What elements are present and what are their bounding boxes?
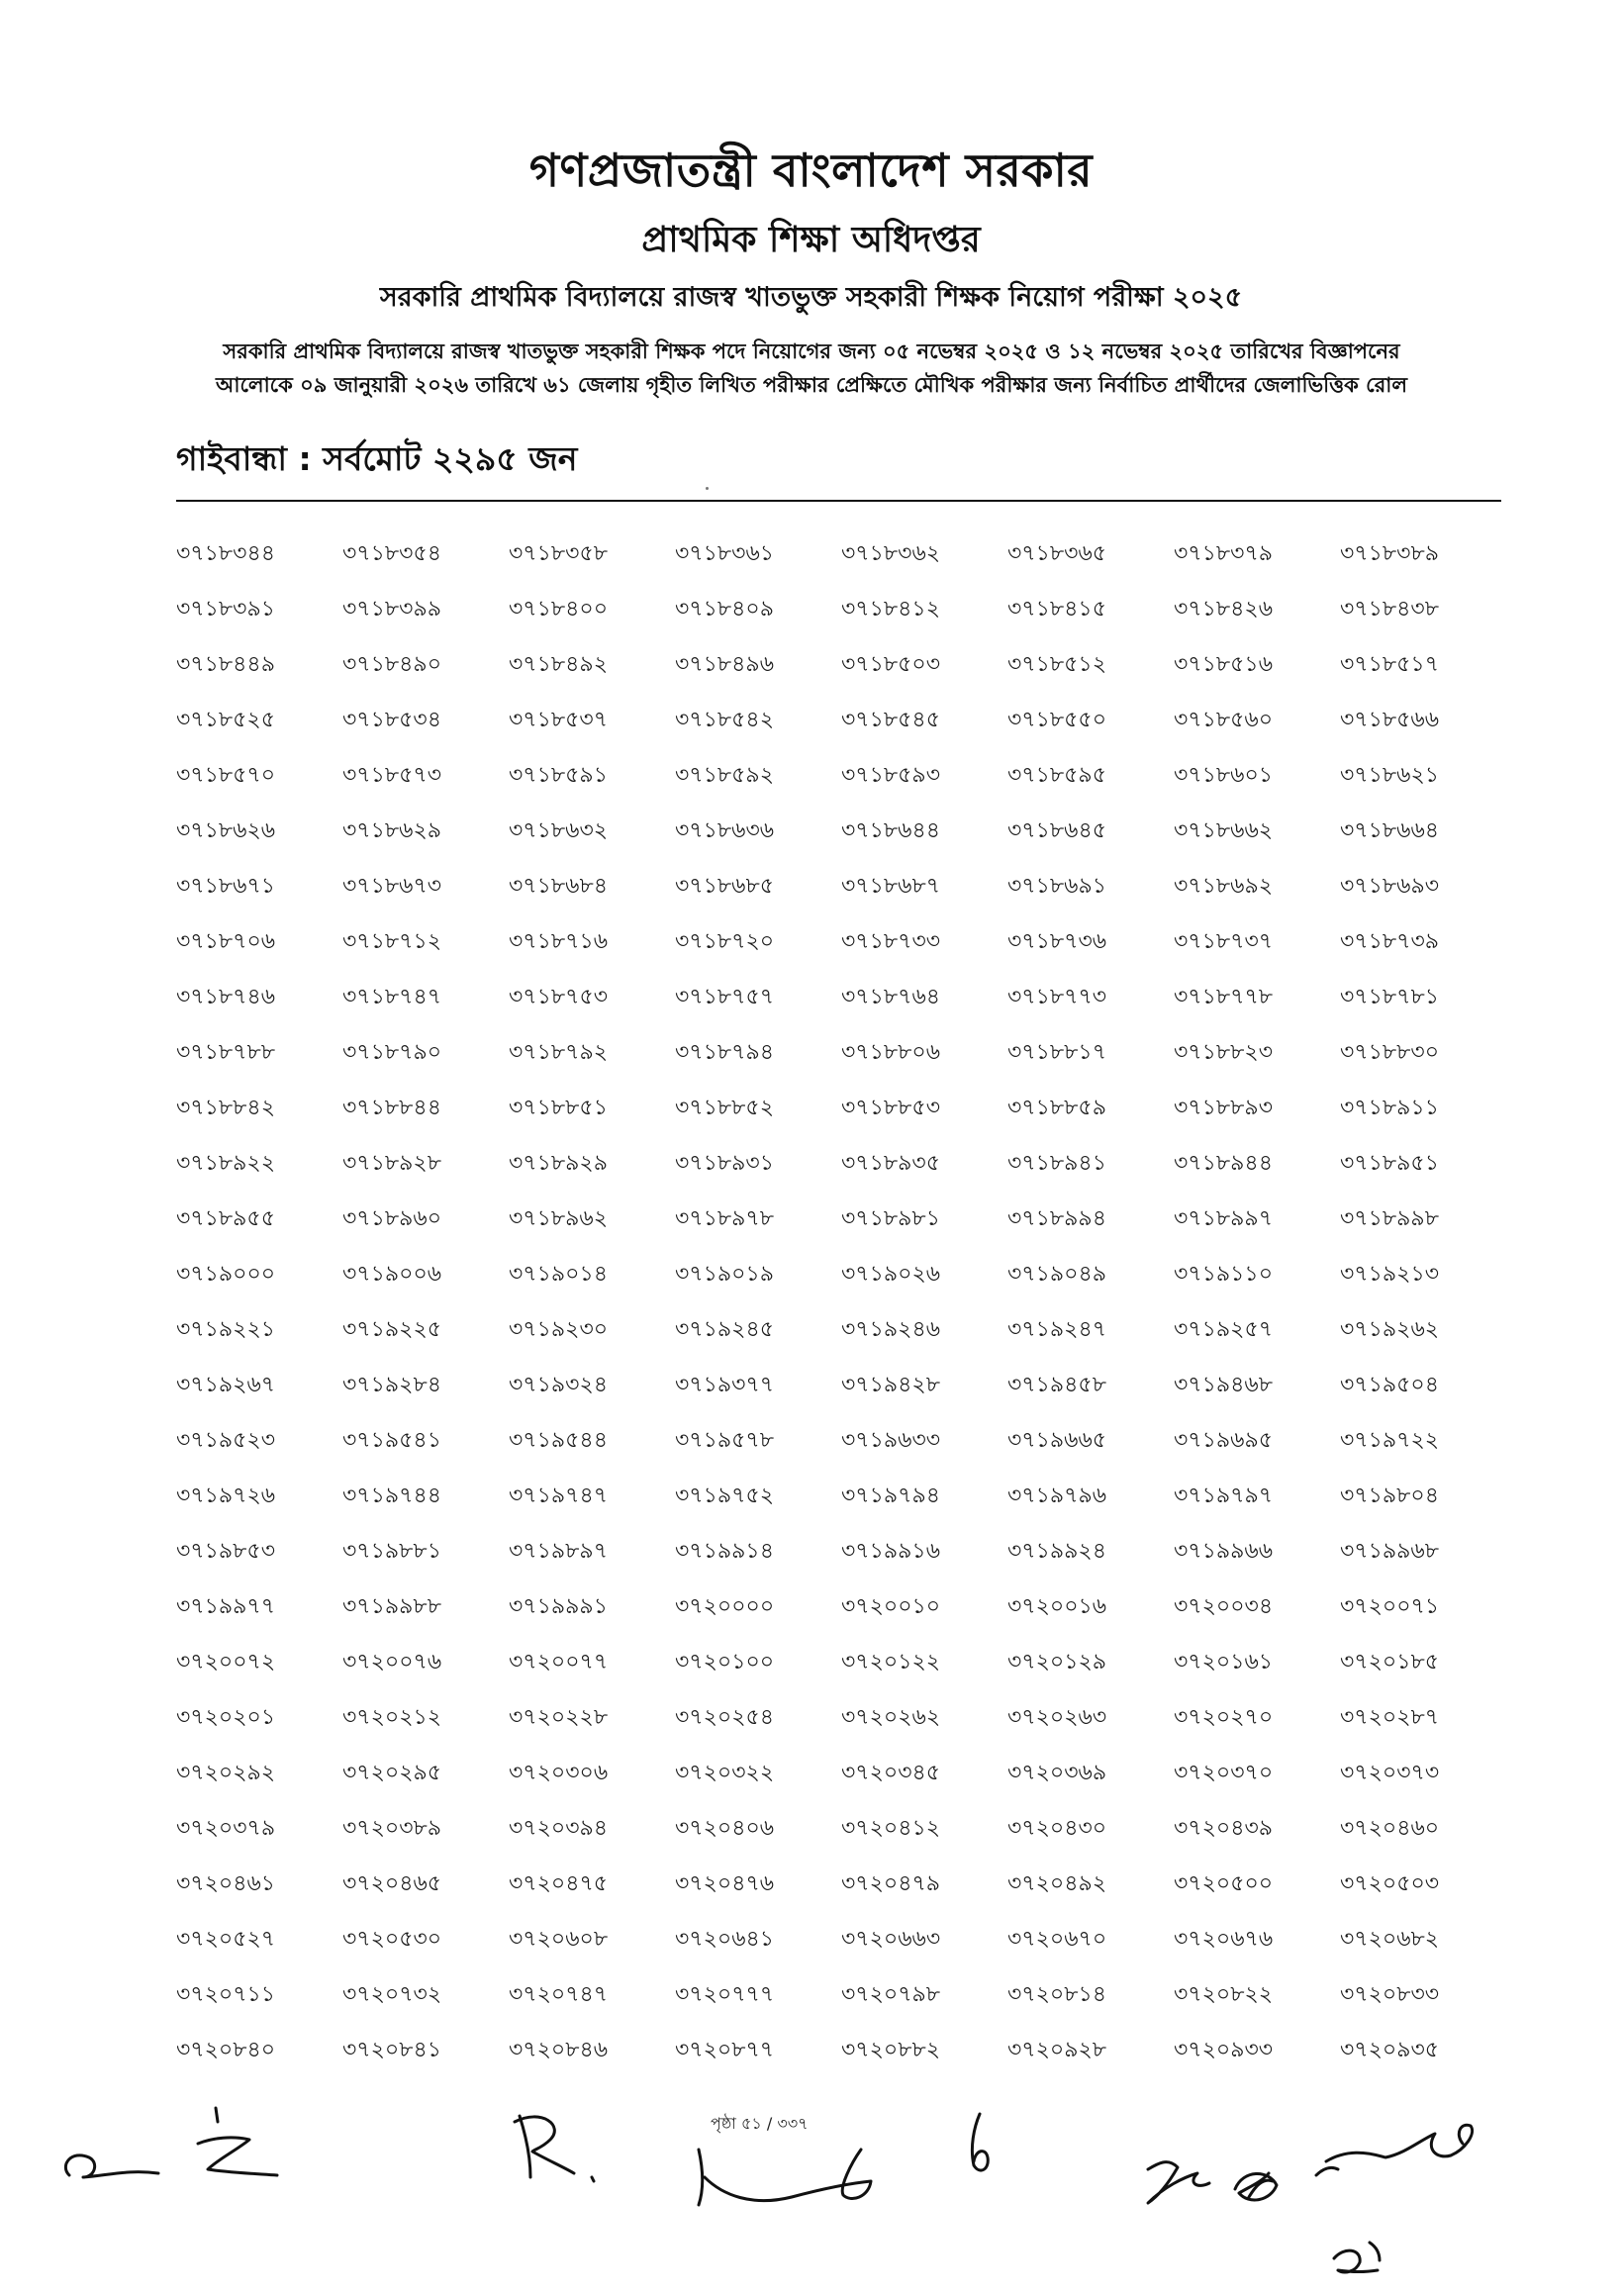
roll-number: ৩৭১৮৯৩১: [675, 1151, 775, 1176]
roll-number: ৩৭১৮৩৫৮: [509, 541, 609, 566]
roll-number: ৩৭২০৮২২: [1174, 1982, 1274, 2007]
roll-number: ৩৭২০১৮৫: [1340, 1650, 1440, 1674]
roll-number: ৩৭১৮৯৯৮: [1340, 1206, 1439, 1231]
roll-number: ৩৭১৮৬৯২: [1174, 874, 1274, 899]
roll-number: ৩৭১৮৫৬৬: [1340, 708, 1440, 732]
roll-number: ৩৭১৮৫১৭: [1340, 652, 1440, 677]
roll-number: ৩৭১৯৯৭৭: [176, 1594, 276, 1619]
roll-number: ৩৭২০৪৬১: [176, 1871, 276, 1896]
roll-number: ৩৭১৯০১৪: [509, 1262, 609, 1287]
roll-number: ৩৭১৮৮৩০: [1340, 1040, 1440, 1065]
roll-number: ৩৭১৮৪৯৬: [675, 652, 775, 677]
roll-number: ৩৭২০০০০: [675, 1594, 775, 1619]
roll-number: ৩৭১৮৬০১: [1174, 763, 1274, 788]
roll-number: ৩৭১৮৬২৯: [342, 818, 442, 843]
roll-number: ৩৭১৮৬৯৩: [1340, 874, 1440, 899]
signature-5: [972, 2114, 988, 2170]
roll-number: ৩৭১৮৯৯৭: [1174, 1206, 1274, 1231]
roll-number: ৩৭২০০৭৭: [509, 1650, 609, 1674]
roll-number: ৩৭১৯০০০: [176, 1262, 276, 1287]
roll-number: ৩৭২০৬০৮: [509, 1927, 609, 1952]
roll-number: ৩৭২০০১৬: [1007, 1594, 1107, 1619]
roll-number: ৩৭১৯৯১৬: [841, 1539, 941, 1564]
roll-number: ৩৭২০২৫৪: [675, 1705, 775, 1730]
roll-number: ৩৭১৯৩৭৭: [675, 1373, 775, 1397]
roll-number: ৩৭২০৩৯৪: [509, 1816, 609, 1841]
exam-title: সরকারি প্রাথমিক বিদ্যালয়ে রাজস্ব খাতভুক্ত সহকারী শিক্ষক নিয়োগ পরীক্ষা ২০২৫: [379, 282, 1243, 313]
roll-number: ৩৭১৮৯৪৪: [1174, 1151, 1273, 1176]
roll-number: ৩৭১৯৮৮১: [342, 1539, 441, 1564]
roll-number: ৩৭১৮৭৪৬: [176, 985, 276, 1009]
roll-number: ৩৭১৮৫৪২: [675, 708, 775, 732]
signature-6: [1148, 2162, 1209, 2203]
roll-number: ৩৭১৮৪৪৯: [176, 652, 275, 677]
roll-number: ৩৭১৯২৫৭: [1174, 1317, 1274, 1342]
roll-number: ৩৭১৮৭৭৮: [1174, 985, 1274, 1009]
roll-number: ৩৭২০৩৭০: [1174, 1761, 1274, 1785]
roll-number: ৩৭২০২৯২: [176, 1761, 276, 1785]
roll-number: ৩৭১৮৬২৬: [176, 818, 276, 843]
signature-mark-2: [1334, 2243, 1380, 2272]
roll-number: ৩৭১৯৭৯৬: [1007, 1483, 1107, 1508]
roll-number: ৩৭১৯৭৪৭: [509, 1483, 609, 1508]
roll-number: ৩৭২০৪৬৫: [342, 1871, 442, 1896]
roll-number: ৩৭১৮৬৩৬: [675, 818, 775, 843]
signature-3: [515, 2116, 594, 2181]
roll-number: ৩৭১৯২৬২: [1340, 1317, 1440, 1342]
roll-number: ৩৭১৮৭৩৯: [1340, 929, 1440, 954]
roll-number: ৩৭২০৫০৩: [1340, 1871, 1440, 1896]
roll-number: ৩৭১৮৫৭৩: [342, 763, 442, 788]
roll-number: ৩৭১৮৮০৬: [841, 1040, 941, 1065]
roll-number: ৩৭১৮৮৫৯: [1007, 1096, 1106, 1120]
roll-number: ৩৭১৮৩৪৪: [176, 541, 276, 566]
roll-number: ৩৭১৮৪৩৮: [1340, 597, 1440, 622]
roll-number: ৩৭১৮৩৯১: [176, 597, 276, 622]
roll-number: ৩৭১৮৭৯০: [342, 1040, 442, 1065]
notice-line-1: সরকারি প্রাথমিক বিদ্যালয়ে রাজস্ব খাতভুক্ত সহকারী শিক্ষক পদে নিয়োগের জন্য ০৫ নভেম্বর ২০২৫ ও ১২ নভেম্বর ২০২৫ তারিখের বিজ্ঞাপনের: [223, 339, 1400, 363]
roll-number: ৩৭১৮৭৩৭: [1174, 929, 1274, 954]
roll-number: ৩৭১৮৯৫৫: [176, 1206, 275, 1231]
roll-number: ৩৭১৮৫৯১: [509, 763, 608, 788]
roll-number: ৩৭২০৭১১: [176, 1982, 276, 2007]
roll-number: ৩৭১৯৮০৪: [1340, 1483, 1440, 1508]
signature-8: [1316, 2125, 1473, 2175]
roll-number: ৩৭২০২৬২: [841, 1705, 941, 1730]
roll-number: ৩৭১৮৪৯২: [509, 652, 609, 677]
roll-number: ৩৭২০৯৩৫: [1340, 2038, 1440, 2062]
roll-number-grid: [176, 526, 1522, 2078]
roll-number: ৩৭২০০৭২: [176, 1650, 276, 1674]
roll-number: ৩৭১৮৯৯৪: [1007, 1206, 1106, 1231]
roll-number: ৩৭১৯০০৬: [342, 1262, 442, 1287]
roll-number: ৩৭২০৩৪৫: [841, 1761, 941, 1785]
roll-number: ৩৭২০৪৬০: [1340, 1816, 1440, 1841]
roll-number: ৩৭২০৩৭৩: [1340, 1761, 1440, 1785]
roll-number: ৩৭১৮৭৫৭: [675, 985, 775, 1009]
roll-number: ৩৭১৮৯২৮: [342, 1151, 442, 1176]
roll-number: ৩৭২০১০০: [675, 1650, 775, 1674]
roll-number: ৩৭২০৩০৬: [509, 1761, 609, 1785]
roll-number: ৩৭১৮৭৪৭: [342, 985, 442, 1009]
roll-number: ৩৭২০৮১৪: [1007, 1982, 1107, 2007]
roll-number: ৩৭২০৮৪১: [342, 2038, 442, 2062]
roll-number: ৩৭১৮৪২৬: [1174, 597, 1274, 622]
roll-number: ৩৭২০৪৩৯: [1174, 1816, 1274, 1841]
roll-number: ৩৭১৯১১০: [1174, 1262, 1274, 1287]
roll-number: ৩৭২০৪৭৬: [675, 1871, 775, 1896]
roll-number: ৩৭১৮৬৬২: [1174, 818, 1274, 843]
roll-number: ৩৭১৮৯২৯: [509, 1151, 609, 1176]
roll-number: ৩৭২০১৬১: [1174, 1650, 1274, 1674]
roll-number: ৩৭২০৯২৮: [1007, 2038, 1107, 2062]
roll-number: ৩৭১৯৮৯৭: [509, 1539, 609, 1564]
roll-number: ৩৭১৮৬৮৪: [509, 874, 609, 899]
roll-number: ৩৭১৮৯২২: [176, 1151, 276, 1176]
roll-number: ৩৭২০৪৭৫: [509, 1871, 609, 1896]
roll-number: ৩৭১৮৭০৬: [176, 929, 276, 954]
roll-number: ৩৭২০৮৮২: [841, 2038, 941, 2062]
signature-block: [0, 2078, 1622, 2296]
signature-4: [699, 2150, 871, 2205]
roll-number: ৩৭১৮৮৯৩: [1174, 1096, 1274, 1120]
signature-1: [65, 2155, 158, 2177]
roll-number: ৩৭২০৫০০: [1174, 1871, 1274, 1896]
roll-number: ৩৭১৮৫৬০: [1174, 708, 1274, 732]
roll-number: ৩৭১৮৯১১: [1340, 1096, 1439, 1120]
roll-number: ৩৭২০৪৩০: [1007, 1816, 1107, 1841]
roll-number: ৩৭২০৭৯৮: [841, 1982, 941, 2007]
roll-number: ৩৭১৮৬৩২: [509, 818, 609, 843]
roll-number: ৩৭১৮৩৯৯: [342, 597, 442, 622]
roll-number: ৩৭২০০১০: [841, 1594, 941, 1619]
roll-number: ৩৭২০৩৬৯: [1007, 1761, 1107, 1785]
roll-number: ৩৭১৮৮৫২: [675, 1096, 775, 1120]
roll-number: ৩৭১৮৫২৫: [176, 708, 276, 732]
roll-number: ৩৭১৯৫৭৮: [675, 1428, 775, 1453]
roll-number: ৩৭১৮৮৪৪: [342, 1096, 441, 1120]
roll-number: ৩৭১৯৫০৪: [1340, 1373, 1440, 1397]
roll-number: ৩৭২০৫২৭: [176, 1927, 276, 1952]
roll-number: ৩৭১৮৬৮৭: [841, 874, 941, 899]
roll-number: ৩৭১৯৭৪৪: [342, 1483, 442, 1508]
roll-number: ৩৭১৮৪১২: [841, 597, 941, 622]
roll-number: ৩৭১৯৬৯৫: [1174, 1428, 1274, 1453]
roll-number: ৩৭১৯৯৯১: [509, 1594, 608, 1619]
roll-number: ৩৭২০০৭১: [1340, 1594, 1440, 1619]
roll-number: ৩৭১৮৩৬১: [675, 541, 775, 566]
roll-number: ৩৭১৯৯৬৬: [1174, 1539, 1274, 1564]
roll-number: ৩৭১৮৮২৩: [1174, 1040, 1274, 1065]
roll-number: ৩৭১৮৯৬০: [342, 1206, 442, 1231]
roll-number: ৩৭১৮৭১২: [342, 929, 442, 954]
roll-number: ৩৭১৯২২৫: [342, 1317, 442, 1342]
roll-number: ৩৭১৯৯২৪: [1007, 1539, 1107, 1564]
roll-number: ৩৭১৮৭৮৮: [176, 1040, 276, 1065]
roll-number: ৩৭২০১২২: [841, 1650, 941, 1674]
roll-number: ৩৭১৯২৪৬: [841, 1317, 941, 1342]
roll-number: ৩৭২০৭৭৭: [675, 1982, 775, 2007]
roll-number: ৩৭১৮৬৪৪: [841, 818, 941, 843]
roll-number: ৩৭১৮৭৫৩: [509, 985, 609, 1009]
roll-number: ৩৭১৮৪৯০: [342, 652, 442, 677]
roll-number: ৩৭২০৭৪৭: [509, 1982, 609, 2007]
roll-number: ৩৭২০৮৩৩: [1340, 1982, 1440, 2007]
roll-number: ৩৭১৯৫৪১: [342, 1428, 441, 1453]
roll-number: ৩৭১৮৭৩৩: [841, 929, 941, 954]
roll-number: ৩৭২০৪০৬: [675, 1816, 775, 1841]
roll-number: ৩৭১৮৭৭৩: [1007, 985, 1107, 1009]
roll-number: ৩৭১৯৯৮৮: [342, 1594, 441, 1619]
roll-number: ৩৭১৮৬৭১: [176, 874, 276, 899]
roll-number: ৩৭২০২৮৭: [1340, 1705, 1440, 1730]
roll-number: ৩৭১৯২৪৫: [675, 1317, 775, 1342]
roll-number: ৩৭১৮৬৭৩: [342, 874, 442, 899]
roll-number: ৩৭১৮৫০৩: [841, 652, 941, 677]
roll-number: ৩৭১৮৪১৫: [1007, 597, 1106, 622]
roll-number: ৩৭২০২১২: [342, 1705, 442, 1730]
roll-number: ৩৭১৮৪০৯: [675, 597, 775, 622]
roll-number: ৩৭১৮৫৫০: [1007, 708, 1107, 732]
roll-number: ৩৭২০১২৯: [1007, 1650, 1107, 1674]
roll-number: ৩৭১৮৫৪৫: [841, 708, 940, 732]
roll-number: ৩৭২০৬৭০: [1007, 1927, 1107, 1952]
roll-number: ৩৭২০২২৮: [509, 1705, 609, 1730]
notice-line-2: আলোকে ০৯ জানুয়ারী ২০২৬ তারিখে ৬১ জেলায় গৃহীত লিখিত পরীক্ষার প্রেক্ষিতে মৌখিক পরীক্ষার জন্য নির্বাচিত প্রার্থীদের জেলাভিত্তিক রোল: [215, 373, 1407, 397]
roll-number: ৩৭১৯৭২৬: [176, 1483, 276, 1508]
roll-number: ৩৭১৯৯১৪: [675, 1539, 774, 1564]
roll-number: ৩৭১৯০১৯: [675, 1262, 775, 1287]
government-title: গণপ্রজাতন্ত্রী বাংলাদেশ সরকার: [528, 144, 1094, 197]
page-number: পৃষ্ঠা ৫১ / ৩৩৭: [711, 2114, 809, 2133]
roll-number: ৩৭২০৪১২: [841, 1816, 941, 1841]
roll-number: ৩৭১৯০৪৯: [1007, 1262, 1107, 1287]
roll-number: ৩৭২০৬৪১: [675, 1927, 775, 1952]
roll-number: ৩৭১৮৭৮১: [1340, 985, 1440, 1009]
roll-number: ৩৭২০৩৮৯: [342, 1816, 442, 1841]
roll-number: ৩৭১৯২৮৪: [342, 1373, 442, 1397]
roll-number: ৩৭১৯৭৯৪: [841, 1483, 941, 1508]
roll-number: ৩৭১৮৬৮৫: [675, 874, 775, 899]
roll-number: ৩৭১৮৫৯৫: [1007, 763, 1106, 788]
roll-number: ৩৭২০৮৪৬: [509, 2038, 609, 2062]
roll-number: ৩৭২০২৯৫: [342, 1761, 442, 1785]
roll-number: ৩৭২০৩৭৯: [176, 1816, 276, 1841]
roll-number: ৩৭২০২৬৩: [1007, 1705, 1107, 1730]
roll-number: ৩৭১৯৭৯৭: [1174, 1483, 1274, 1508]
roll-number: ৩৭১৮৯৭৮: [675, 1206, 775, 1231]
district-total-heading: গাইবান্ধা : সর্বমোট ২২৯৫ জন: [176, 439, 578, 478]
roll-number: ৩৭২০৮৭৭: [675, 2038, 775, 2062]
roll-number: ৩৭১৮৪০০: [509, 597, 609, 622]
scan-speck: [706, 487, 709, 490]
roll-number: ৩৭২০৪৯২: [1007, 1871, 1107, 1896]
roll-number: ৩৭২০২৭০: [1174, 1705, 1274, 1730]
roll-number: ৩৭১৮৭১৬: [509, 929, 609, 954]
roll-number: ৩৭১৯৩২৪: [509, 1373, 609, 1397]
roll-number: ৩৭১৯৫২৩: [176, 1428, 276, 1453]
roll-number: ৩৭২০৫৩০: [342, 1927, 442, 1952]
roll-number: ৩৭১৯০২৬: [841, 1262, 941, 1287]
roll-number: ৩৭১৮৫৯২: [675, 763, 775, 788]
roll-number: ৩৭২০২০১: [176, 1705, 276, 1730]
roll-number: ৩৭১৯৬৬৫: [1007, 1428, 1107, 1453]
roll-number: ৩৭১৮৩৫৪: [342, 541, 442, 566]
roll-number: ৩৭১৯৪৬৮: [1174, 1373, 1274, 1397]
roll-number: ৩৭২০৬৬৩: [841, 1927, 941, 1952]
roll-number: ৩৭১৮৩৮৯: [1340, 541, 1440, 566]
roll-number: ৩৭১৮৩৬২: [841, 541, 941, 566]
roll-number: ৩৭১৮৮৫৩: [841, 1096, 941, 1120]
roll-number: ৩৭১৯২৪৭: [1007, 1317, 1107, 1342]
roll-number: ৩৭১৮৮৪২: [176, 1096, 276, 1120]
roll-number: ৩৭২০৪৭৯: [841, 1871, 941, 1896]
roll-number: ৩৭১৮৯৩৫: [841, 1151, 941, 1176]
roll-number: ৩৭২০৩২২: [675, 1761, 775, 1785]
signature-2: [198, 2108, 277, 2175]
roll-number: ৩৭২০৬৭৬: [1174, 1927, 1274, 1952]
roll-number: ৩৭১৮৭৬৪: [841, 985, 941, 1009]
roll-number: ৩৭১৯৪৫৮: [1007, 1373, 1106, 1397]
roll-number: ৩৭২০৯৩৩: [1174, 2038, 1274, 2062]
department-title: প্রাথমিক শিক্ষা অধিদপ্তর: [641, 220, 981, 260]
roll-number: ৩৭১৮৫১২: [1007, 652, 1107, 677]
roll-number: ৩৭২০৭৩২: [342, 1982, 442, 2007]
roll-number: ৩৭১৮৬৪৫: [1007, 818, 1107, 843]
roll-number: ৩৭১৮৫১৬: [1174, 652, 1274, 677]
roll-number: ৩৭১৮৬৬৪: [1340, 818, 1440, 843]
signature-7: [1235, 2173, 1277, 2200]
roll-number: ৩৭১৮৯৫১: [1340, 1151, 1439, 1176]
roll-number: ৩৭১৯২১৩: [1340, 1262, 1440, 1287]
roll-number: ৩৭১৯৬৩৩: [841, 1428, 941, 1453]
roll-number: ৩৭১৮৯৬২: [509, 1206, 609, 1231]
roll-number: ৩৭২০০৩৪: [1174, 1594, 1274, 1619]
roll-number: ৩৭১৯৪২৮: [841, 1373, 941, 1397]
roll-number: ৩৭১৯৭৫২: [675, 1483, 775, 1508]
roll-number: ৩৭১৮৩৭৯: [1174, 541, 1274, 566]
roll-number: ৩৭১৯৭২২: [1340, 1428, 1440, 1453]
roll-number: ৩৭১৮৭৯২: [509, 1040, 609, 1065]
roll-number: ৩৭১৯৫৪৪: [509, 1428, 608, 1453]
roll-number: ৩৭১৮৫৩৪: [342, 708, 442, 732]
roll-number: ৩৭১৮৮১৭: [1007, 1040, 1107, 1065]
roll-number: ৩৭১৮৯৮১: [841, 1206, 940, 1231]
roll-number: ৩৭১৯৮৫৩: [176, 1539, 276, 1564]
roll-number: ৩৭১৮৬৯১: [1007, 874, 1107, 899]
roll-number: ৩৭২০৬৮২: [1340, 1927, 1440, 1952]
roll-number: ৩৭১৯২৬৭: [176, 1373, 276, 1397]
roll-number: ৩৭১৮৩৬৫: [1007, 541, 1107, 566]
roll-number: ৩৭১৮৮৫১: [509, 1096, 608, 1120]
roll-number: ৩৭১৯২২১: [176, 1317, 276, 1342]
roll-number: ৩৭১৮৫৭০: [176, 763, 276, 788]
notice-text: [148, 335, 1475, 402]
roll-number: ৩৭২০৮৪০: [176, 2038, 276, 2062]
roll-number: ৩৭১৮৯৪১: [1007, 1151, 1106, 1176]
roll-number: ৩৭১৮৫৯৩: [841, 763, 941, 788]
roll-number: ৩৭১৮৬২১: [1340, 763, 1440, 788]
roll-number: ৩৭১৮৭৯৪: [675, 1040, 775, 1065]
roll-number: ৩৭১৯২৩০: [509, 1317, 609, 1342]
roll-number: ৩৭১৮৫৩৭: [509, 708, 609, 732]
roll-number: ৩৭১৯৯৬৮: [1340, 1539, 1440, 1564]
roll-number: ৩৭১৮৭২০: [675, 929, 775, 954]
roll-number: ৩৭২০০৭৬: [342, 1650, 442, 1674]
heading-underline: [176, 500, 1501, 502]
roll-number: ৩৭১৮৭৩৬: [1007, 929, 1107, 954]
